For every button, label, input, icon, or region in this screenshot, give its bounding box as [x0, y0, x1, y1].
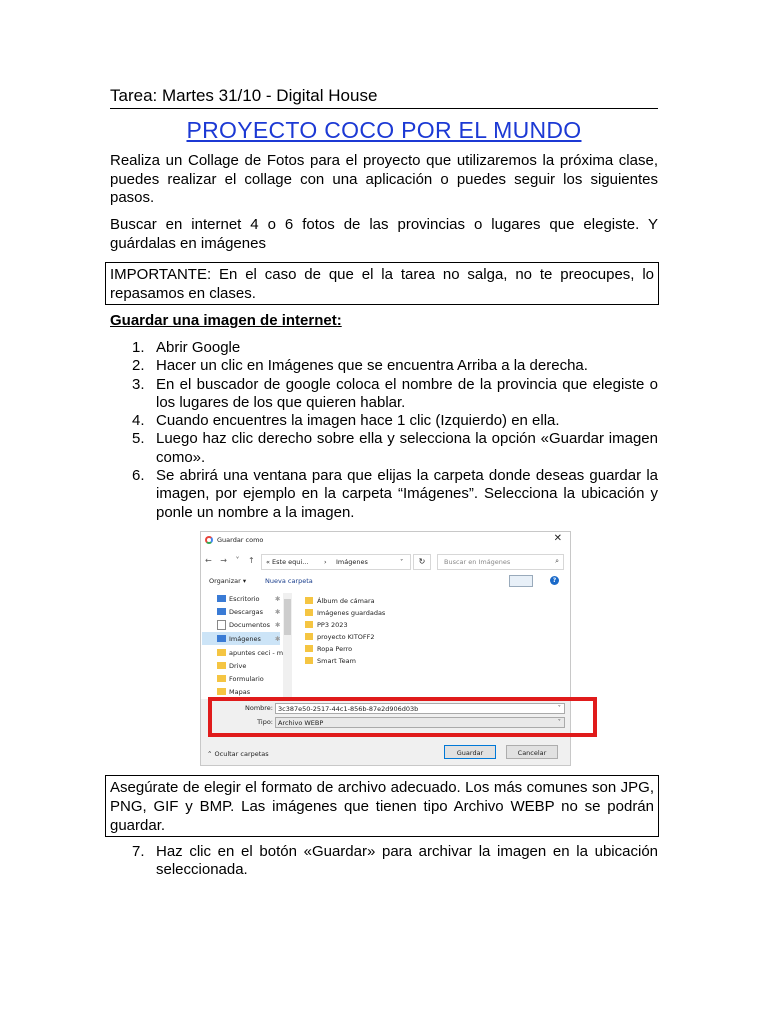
- folder-icon: [305, 657, 313, 664]
- folder-icon: [217, 649, 226, 656]
- help-icon[interactable]: ?: [550, 576, 559, 585]
- search-input[interactable]: [437, 554, 564, 570]
- step-item: 4. Cuando encuentres la imagen hace 1 clic (Izquierdo) en ella.: [132, 412, 560, 430]
- path-part-1[interactable]: « Este equi...: [266, 558, 309, 566]
- folder-icon: [217, 688, 226, 695]
- nav-arrows-icon[interactable]: ← → ˅ ↑: [205, 556, 258, 565]
- page-title: PROYECTO COCO POR EL MUNDO: [186, 117, 582, 143]
- download-icon: [217, 608, 226, 615]
- scrollbar-thumb[interactable]: [284, 599, 291, 635]
- cancel-button[interactable]: Cancelar: [506, 745, 558, 759]
- important-note-box: IMPORTANTE: En el caso de que el la tarea no salga, no te preocupes, lo repasamos en clases.: [105, 262, 659, 305]
- step-item: 7. Haz clic en el botón «Guardar» para archivar la imagen en la ubicación seleccionada.: [132, 843, 658, 879]
- pin-icon: ✱: [275, 635, 281, 643]
- dialog-toolbar: [201, 575, 570, 589]
- step-item: 2. Hacer un clic en Imágenes que se encuentra Arriba a la derecha.: [132, 357, 588, 375]
- desktop-icon: [217, 595, 226, 602]
- path-separator-icon: ›: [324, 558, 327, 566]
- highlight-box: [208, 697, 597, 737]
- folder-icon: [217, 662, 226, 669]
- format-note-box: Asegúrate de elegir el formato de archivo adecuado. Los más comunes son JPG, PNG, GIF y BMP. Las imágenes que tienen tipo Archivo WEBP no se podrán guardar.: [105, 775, 659, 837]
- hide-folders-button[interactable]: ⌃ Ocultar carpetas: [207, 750, 269, 758]
- chrome-icon: [205, 536, 213, 544]
- folder-icon: [305, 621, 313, 628]
- chevron-down-icon[interactable]: ˅: [400, 558, 404, 566]
- step-item: 3. En el buscador de google coloca el nombre de la provincia que elegiste o los lugares de los que quieren hablar.: [132, 375, 658, 411]
- steps-list-continued: [110, 843, 658, 880]
- close-icon[interactable]: ✕: [553, 533, 562, 544]
- organize-button[interactable]: Organizar ▾: [209, 577, 247, 585]
- address-bar[interactable]: [261, 554, 411, 570]
- filetype-value: Archivo WEBP: [278, 719, 324, 727]
- folder-icon: [217, 675, 226, 682]
- step-item: 6. Se abrirá una ventana para que elijas la carpeta donde deseas guardar la imagen, por ejemplo en la carpeta “Imágenes”. Selecciona la ubicación y ponle un nombre a la imagen.: [132, 467, 658, 521]
- folder-icon: [305, 597, 313, 604]
- folder-icon: [305, 609, 313, 616]
- steps-list: [110, 339, 658, 522]
- intro-paragraph: Realiza un Collage de Fotos para el proyecto que utilizaremos la próxima clase, puedes realizar el collage con una aplicación o puedes seguir los siguientes pasos.: [110, 152, 658, 206]
- save-button[interactable]: Guardar: [444, 745, 496, 759]
- step-item: 1. Abrir Google: [132, 339, 241, 356]
- folder-icon: [305, 633, 313, 640]
- type-label: Tipo:: [257, 718, 273, 726]
- dialog-titlebar: [201, 532, 570, 550]
- save-as-dialog-screenshot: Guardar como ✕ ← → ˅ ↑ « Este equi... › Imágenes ˅ ↻ Buscar en Imágenes ⌕ Organizar ▾ Nueva carpeta ? Escritorio ✱ Descargas ✱ Documentos ✱ Imágenes ✱ apuntes ceci - m Drive Formulario Mapas Álbum de cámara Imágenes guardadas PP3 2023 proyecto KITOFF2 Ropa Perro Smart Team Nombre: 3c387e50-2517-44c1-856b-87e2d906d03b ˅ Tipo: Archivo WEBP ˅ ⌃ Ocultar carpetas Guardar Cancelar: [200, 531, 571, 766]
- folder-icon: [305, 645, 313, 652]
- step-item: 5. Luego haz clic derecho sobre ella y selecciona la opción «Guardar imagen como».: [132, 430, 658, 466]
- navigation-pane: Escritorio ✱ Descargas ✱ Documentos ✱ Imágenes ✱ apuntes ceci - m Drive Formulario Mapas: [201, 593, 294, 698]
- search-instruction-paragraph: Buscar en internet 4 o 6 fotos de las provincias o lugares que elegiste. Y guárdalas en imágenes: [110, 216, 658, 252]
- view-options-icon[interactable]: [509, 575, 533, 587]
- refresh-icon[interactable]: ↻: [413, 554, 431, 570]
- dialog-title: Guardar como: [217, 536, 264, 544]
- filename-value: 3c387e50-2517-44c1-856b-87e2d906d03b: [278, 705, 419, 713]
- nav-scrollbar[interactable]: [283, 593, 292, 699]
- pin-icon: ✱: [275, 621, 281, 629]
- path-part-2[interactable]: Imágenes: [336, 558, 368, 566]
- chevron-down-icon[interactable]: ˅: [557, 718, 561, 726]
- section-title: Guardar una imagen de internet:: [110, 312, 342, 329]
- header-line: Tarea: Martes 31/10 - Digital House: [110, 86, 658, 109]
- pictures-icon: [217, 635, 226, 642]
- pin-icon: ✱: [275, 595, 281, 603]
- search-placeholder: Buscar en Imágenes: [444, 558, 511, 566]
- dialog-bottom-bar: [201, 737, 570, 765]
- new-folder-button[interactable]: Nueva carpeta: [265, 577, 313, 585]
- pin-icon: ✱: [275, 608, 281, 616]
- search-icon: ⌕: [555, 557, 559, 565]
- chevron-down-icon[interactable]: ˅: [557, 704, 561, 712]
- name-label: Nombre:: [244, 704, 273, 712]
- document-icon: [217, 620, 226, 630]
